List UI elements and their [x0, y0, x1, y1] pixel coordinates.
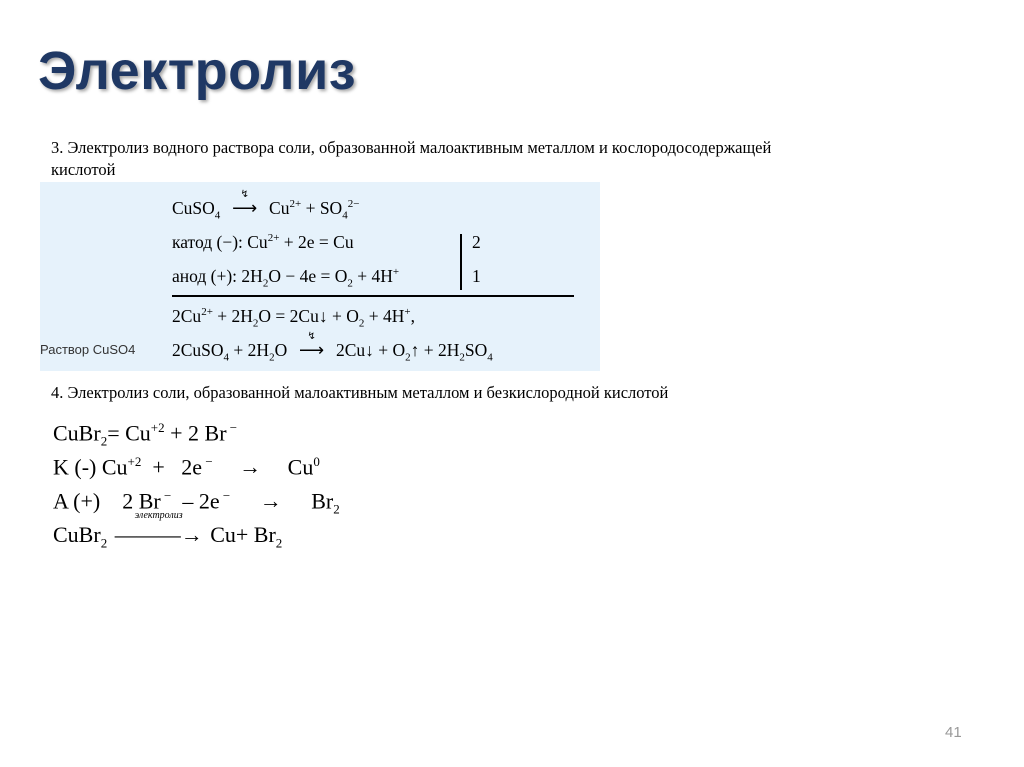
panel-caption: Раствор CuSO4	[40, 342, 136, 357]
anode-ratio: 1	[472, 266, 481, 286]
cubr2-dissociation: CuBr$_2$= $Cu^{+2} + 2$ Br −	[53, 420, 238, 449]
overall-electrolysis: CuBr$_2$ электролиз ———→ $Cu+ Br_2$	[53, 510, 283, 551]
section-4-text: 4. Электролиз соли, образованной малоактивным металлом и безкислородной кислотой	[51, 383, 669, 402]
equation-cathode: катод (−): $Cu^{2+} + 2e = Cu$	[172, 232, 354, 252]
cathode-ratio: 2	[472, 232, 481, 252]
cathode-equation: K (-) $Cu^{+2} + 2e$ − → Cu$^0$	[53, 454, 320, 480]
slide-title: Электролиз	[38, 41, 357, 101]
section-3-text: 3. Электролиз водного раствора соли, образованной малоактивным металлом и кослородосодержащей кислотой	[51, 138, 772, 179]
anode-equation: A (+) 2 Br − – 2e $^- \to Br_2$	[53, 488, 340, 517]
equation-anode: анод (+): $2H_2O - 4e = O_2 + 4H^+$	[172, 266, 400, 290]
page-number: 41	[945, 724, 962, 741]
ratio-divider	[460, 234, 462, 290]
equation-1: CuSO$_4$ ↯ ⟶ $Cu^{2+} + SO_4^{2-}$	[172, 189, 360, 222]
equation-molecular: 2CuSO$_4$ + $2H_2O$ ↯ ⟶ 2Cu↓ + $O_2↑ + 2H_2SO_4$	[172, 331, 493, 364]
equation-ionic: $2Cu^{2+} + 2H_2O$ = 2Cu↓ + $O_2 + 4H^+$,	[172, 306, 415, 330]
equation-panel	[40, 182, 600, 371]
sum-line	[172, 295, 574, 297]
